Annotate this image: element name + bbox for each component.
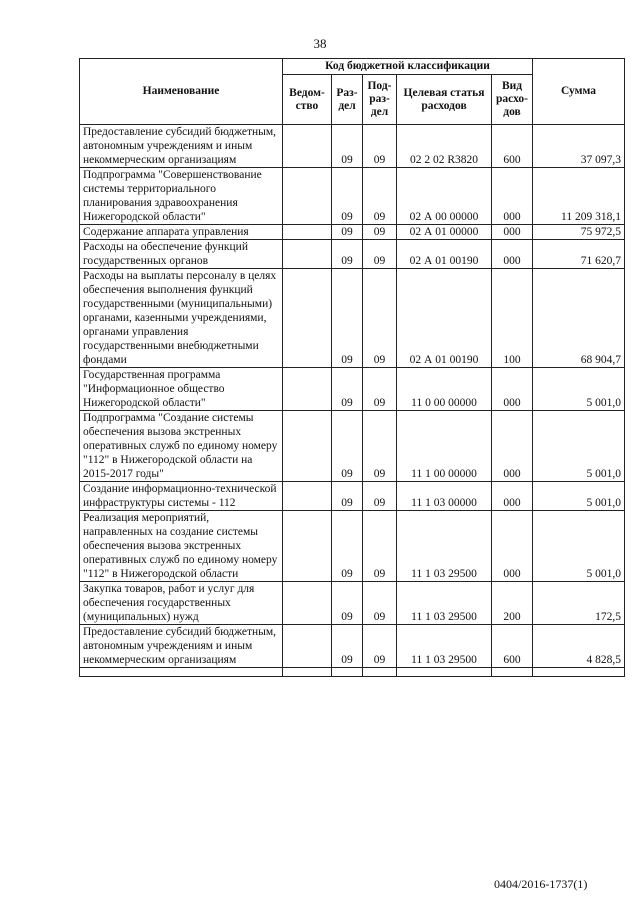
table-row xyxy=(80,168,625,225)
row-department xyxy=(283,482,332,511)
row-subsection: 09 xyxy=(363,168,397,225)
header-amount: Сумма xyxy=(533,59,625,125)
row-expense-type: 000 xyxy=(492,368,533,411)
row-target: 02 2 02 R3820 xyxy=(397,125,492,168)
row-expense-type: 000 xyxy=(492,482,533,511)
header-department: Ведом-ство xyxy=(283,75,332,125)
table-row xyxy=(80,125,625,168)
row-subsection: 09 xyxy=(363,269,397,368)
row-amount: 75 972,5 xyxy=(533,225,625,240)
row-expense-type: 600 xyxy=(492,125,533,168)
row-amount: 172,5 xyxy=(533,582,625,625)
row-section: 09 xyxy=(332,125,363,168)
row-subsection: 09 xyxy=(363,511,397,582)
row-name: Государственная программа "Информационное общество Нижегородской области" xyxy=(80,368,283,411)
row-target: 02 А 01 00000 xyxy=(397,225,492,240)
row-section: 09 xyxy=(332,269,363,368)
header-subsection: Под-раз-дел xyxy=(363,75,397,125)
row-name: Предоставление субсидий бюджетным, автономным учреждениям и иным некоммерческим организациям xyxy=(80,625,283,668)
row-section: 09 xyxy=(332,368,363,411)
row-target: 02 А 00 00000 xyxy=(397,168,492,225)
row-target: 11 1 03 00000 xyxy=(397,482,492,511)
table-row xyxy=(80,368,625,411)
table-row xyxy=(80,625,625,668)
row-department xyxy=(283,625,332,668)
row-section: 09 xyxy=(332,582,363,625)
row-name: Расходы на выплаты персоналу в целях обеспечения выполнения функций государственными (муниципальными) органами, казенными учреждениями, органами управления государственными внебюджетными фондами xyxy=(80,269,283,368)
row-section: 09 xyxy=(332,411,363,482)
row-target: 11 1 00 00000 xyxy=(397,411,492,482)
row-department xyxy=(283,225,332,240)
row-target: 02 А 01 00190 xyxy=(397,240,492,269)
table-row xyxy=(80,582,625,625)
row-department xyxy=(283,269,332,368)
row-section: 09 xyxy=(332,625,363,668)
row-target: 11 1 03 29500 xyxy=(397,625,492,668)
row-department xyxy=(283,168,332,225)
row-target: 11 1 03 29500 xyxy=(397,511,492,582)
table-row xyxy=(80,269,625,368)
header-target: Целевая статья расходов xyxy=(397,75,492,125)
row-amount: 37 097,3 xyxy=(533,125,625,168)
row-target: 11 0 00 00000 xyxy=(397,368,492,411)
row-name: Закупка товаров, работ и услуг для обеспечения государственных (муниципальных) нужд xyxy=(80,582,283,625)
row-expense-type: 200 xyxy=(492,582,533,625)
row-expense-type: 000 xyxy=(492,411,533,482)
header-classification-group: Код бюджетной классификации xyxy=(283,59,533,75)
row-expense-type: 100 xyxy=(492,269,533,368)
row-section: 09 xyxy=(332,240,363,269)
row-expense-type: 600 xyxy=(492,625,533,668)
row-subsection: 09 xyxy=(363,582,397,625)
table-row xyxy=(80,411,625,482)
budget-table xyxy=(79,58,625,677)
row-section: 09 xyxy=(332,168,363,225)
row-amount: 5 001,0 xyxy=(533,511,625,582)
row-name: Создание информационно-технической инфраструктуры системы - 112 xyxy=(80,482,283,511)
row-expense-type: 000 xyxy=(492,168,533,225)
row-department xyxy=(283,368,332,411)
table-row xyxy=(80,225,625,240)
header-section: Раз-дел xyxy=(332,75,363,125)
row-department xyxy=(283,240,332,269)
row-name: Реализация мероприятий, направленных на создание системы обеспечения вызова экстренных оперативных служб по единому номеру "112" в Нижегородской области xyxy=(80,511,283,582)
row-subsection: 09 xyxy=(363,411,397,482)
row-amount: 4 828,5 xyxy=(533,625,625,668)
row-subsection: 09 xyxy=(363,225,397,240)
table-row xyxy=(80,482,625,511)
row-target: 02 А 01 00190 xyxy=(397,269,492,368)
table-row-empty xyxy=(80,668,625,677)
row-department xyxy=(283,125,332,168)
row-section: 09 xyxy=(332,482,363,511)
row-department xyxy=(283,582,332,625)
row-expense-type: 000 xyxy=(492,240,533,269)
row-amount: 5 001,0 xyxy=(533,411,625,482)
page-number: 38 xyxy=(313,36,327,51)
row-department xyxy=(283,411,332,482)
row-subsection: 09 xyxy=(363,240,397,269)
row-name: Подпрограмма "Совершенствование системы территориального планирования здравоохранения Нижегородской области" xyxy=(80,168,283,225)
row-name: Подпрограмма "Создание системы обеспечения вызова экстренных оперативных служб по единому номеру "112" в Нижегородской области на 2015-2017 годы" xyxy=(80,411,283,482)
row-expense-type: 000 xyxy=(492,225,533,240)
row-section: 09 xyxy=(332,225,363,240)
row-name: Предоставление субсидий бюджетным, автономным учреждениям и иным некоммерческим организациям xyxy=(80,125,283,168)
table-row xyxy=(80,240,625,269)
row-section: 09 xyxy=(332,511,363,582)
row-amount: 11 209 318,1 xyxy=(533,168,625,225)
row-name: Содержание аппарата управления xyxy=(80,225,283,240)
row-amount: 5 001,0 xyxy=(533,368,625,411)
row-amount: 68 904,7 xyxy=(533,269,625,368)
row-subsection: 09 xyxy=(363,482,397,511)
row-target: 11 1 03 29500 xyxy=(397,582,492,625)
row-amount: 5 001,0 xyxy=(533,482,625,511)
table-row xyxy=(80,511,625,582)
row-department xyxy=(283,511,332,582)
row-expense-type: 000 xyxy=(492,511,533,582)
document-code: 0404/2016-1737(1) xyxy=(494,877,588,891)
row-amount: 71 620,7 xyxy=(533,240,625,269)
header-expense-type: Вид расхо-дов xyxy=(492,75,533,125)
row-subsection: 09 xyxy=(363,368,397,411)
row-subsection: 09 xyxy=(363,625,397,668)
row-name: Расходы на обеспечение функций государственных органов xyxy=(80,240,283,269)
row-subsection: 09 xyxy=(363,125,397,168)
header-name: Наименование xyxy=(80,59,283,125)
